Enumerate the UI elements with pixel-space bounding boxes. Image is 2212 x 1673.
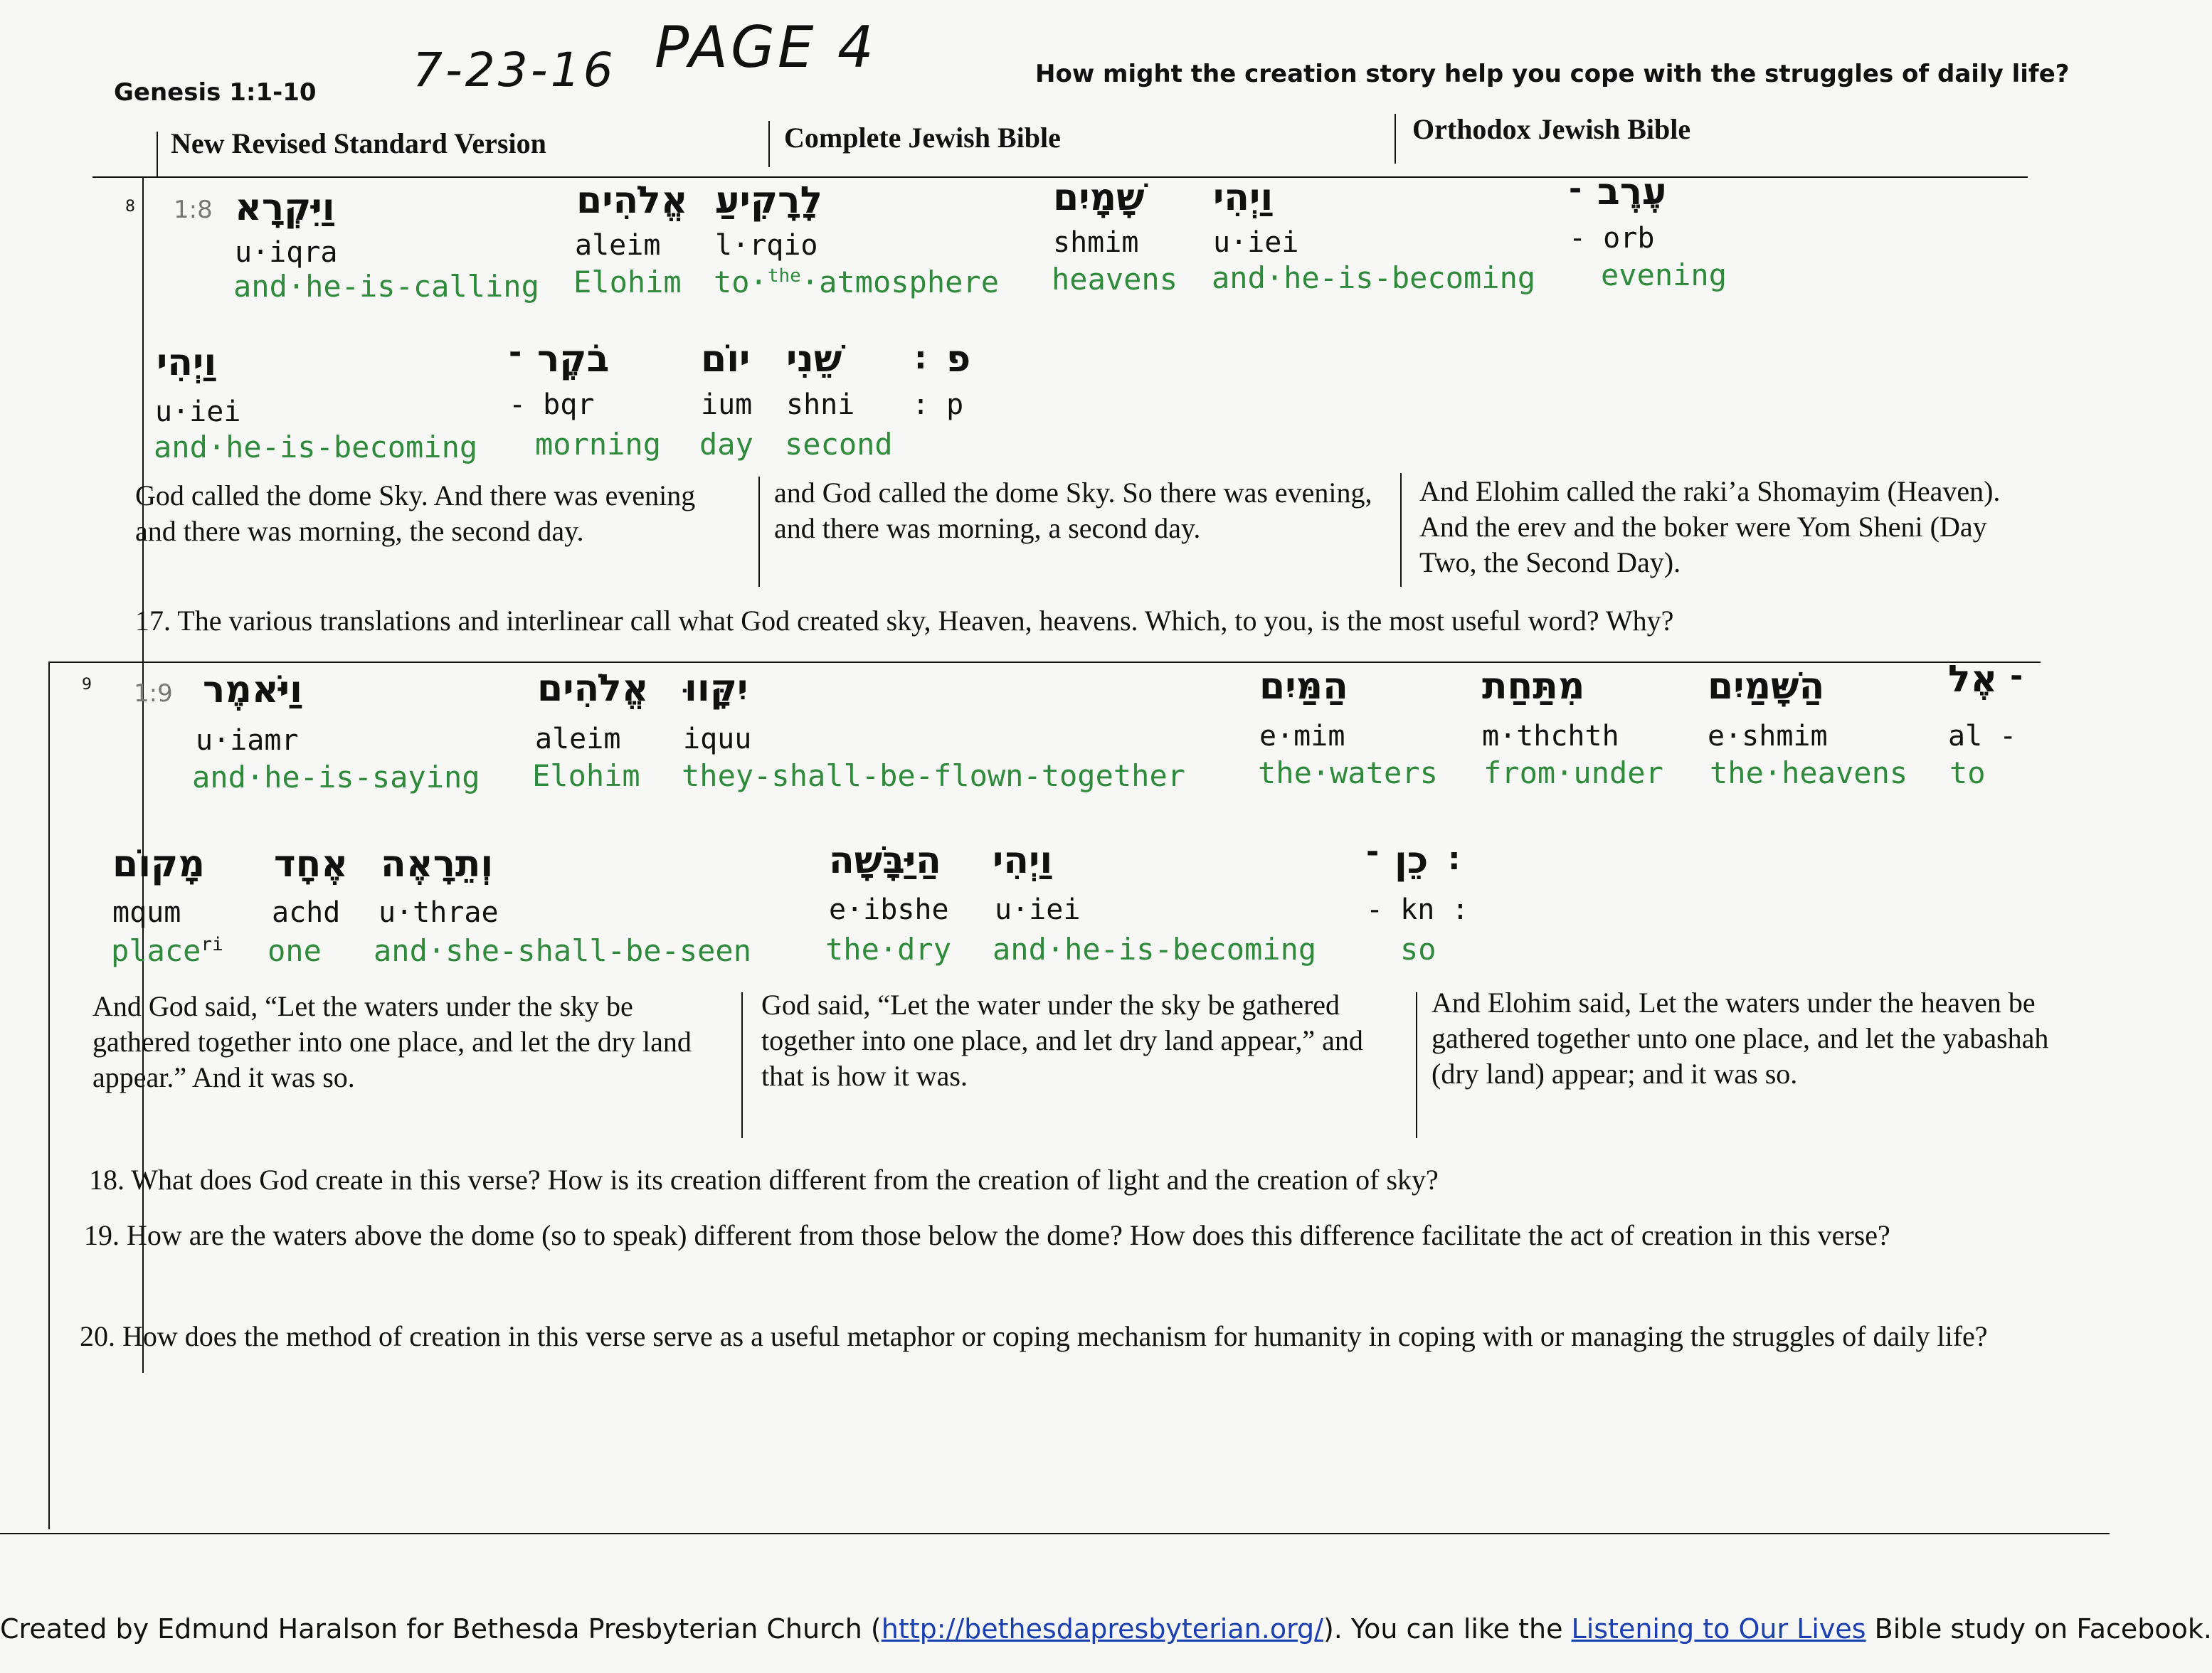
maqaf-dash: - <box>509 334 522 371</box>
gloss: and·she-shall-be-seen <box>374 933 752 968</box>
hebrew-word: מִתַּחַת <box>1482 665 1585 708</box>
transliteration: ium <box>701 388 753 421</box>
hebrew-word: עֶרֶב <box>1597 171 1667 213</box>
question-18: 18. What does God create in this verse? How is its creation different from the creation of light and the creation of sky? <box>89 1164 1439 1196</box>
hebrew-word: הַיַּבָּשָׁה <box>829 839 941 882</box>
gloss: one <box>268 933 322 968</box>
question-17: 17. The various translations and interlinear call what God created sky, Heaven, heavens. Which, to you, is the most useful word? Why? <box>135 605 1674 637</box>
gloss: Elohim <box>532 758 640 793</box>
heading-divider <box>768 121 770 167</box>
gloss: and·he-is-becoming <box>993 932 1317 967</box>
hebrew-word: וַיְהִי <box>157 341 217 384</box>
maqaf-dash: - <box>1569 171 1582 207</box>
transliteration: m·thchth <box>1482 720 1619 753</box>
transliteration: shmim <box>1053 226 1139 259</box>
gloss: heavens <box>1052 262 1178 297</box>
translation-divider <box>1416 992 1417 1138</box>
column-heading-ojb: Orthodox Jewish Bible <box>1412 113 1691 145</box>
hebrew-word: בֹקֶר <box>537 338 610 381</box>
verse-divider-rule <box>48 662 2041 663</box>
hebrew-word: וְתֵרָאֶה <box>381 843 494 886</box>
gloss: the·dry <box>825 932 952 967</box>
handwritten-date: 7-23-16 <box>413 43 616 97</box>
heading-divider <box>157 132 158 178</box>
hebrew-word: אֱלֹהִים <box>576 179 688 222</box>
gloss: and·he-is-becoming <box>154 430 478 464</box>
question-19: 19. How are the waters above the dome (so to speak) different from those below the dome? How does this difference facilitate the act of creation in this verse? <box>84 1219 1890 1251</box>
verse-line-number: 8 <box>125 198 135 216</box>
gloss: and·he-is-calling <box>233 269 539 304</box>
transliteration: u·iei <box>155 395 241 428</box>
hebrew-word: וַיְהִי <box>1213 176 1274 219</box>
translation-ojb: And Elohim said, Let the waters under the heaven be gathered together unto one place, and let the yabashah (dry land) appear; and it was so. <box>1432 987 2049 1090</box>
top-question: How might the creation story help you cope with the struggles of daily life? <box>1035 60 2070 88</box>
verse-line-number: 9 <box>82 676 92 694</box>
left-margin-rule-outer <box>48 662 50 1529</box>
hebrew-word: לָרָקִיעַ <box>715 179 822 222</box>
hebrew-word: יִקָּווּ <box>684 667 748 710</box>
transliteration: u·thrae <box>379 896 499 929</box>
sof-pasuq: : <box>914 340 927 376</box>
handwritten-page: PAGE 4 <box>655 14 877 80</box>
translation-divider <box>1400 473 1402 587</box>
translation-nrsv: And God said, “Let the waters under the sky be gathered together into one place, and let the dry land appear.” And it was so. <box>92 990 692 1093</box>
transliteration: aleim <box>575 229 661 262</box>
transliteration: iquu <box>683 723 752 755</box>
gloss: from·under <box>1483 755 1663 790</box>
transliteration: e·ibshe <box>829 893 949 926</box>
hebrew-word: הַמַּיִם <box>1259 665 1348 708</box>
verse-reference: 1:9 <box>134 679 173 708</box>
gloss: and·he-is-saying <box>192 760 480 795</box>
gloss: place$^{ri}$ <box>111 933 223 968</box>
translation-cjb: God said, “Let the water under the sky be gathered together into one place, and let dry land appear,” and that is how it was. <box>761 989 1363 1092</box>
maqaf-dash: - <box>2010 658 2023 694</box>
hebrew-word: וַיְהִי <box>993 839 1053 882</box>
transliteration: u·iei <box>995 893 1081 926</box>
footer-rule <box>0 1533 2110 1534</box>
transliteration: aleim <box>535 723 621 755</box>
gloss: to·$^{the}$·atmosphere <box>714 265 999 299</box>
church-website-link[interactable]: http://bethesdapresbyterian.org/ <box>881 1613 1323 1645</box>
transliteration: e·mim <box>1259 720 1345 753</box>
transliteration: achd <box>272 896 341 929</box>
gloss: to <box>1949 755 1986 790</box>
hebrew-word: שֵׁנִי <box>786 338 842 381</box>
column-heading-nrsv: New Revised Standard Version <box>171 127 546 159</box>
hebrew-word: הַשָּׁמַיִם <box>1708 665 1825 708</box>
hebrew-word: אֱלֹהִים <box>537 667 649 710</box>
gloss: so <box>1400 932 1436 967</box>
transliteration: - bqr <box>509 388 595 421</box>
hebrew-word: וַיִּקְרָא <box>235 186 335 229</box>
translation-divider <box>741 992 743 1138</box>
transliteration: u·iqra <box>235 236 338 269</box>
hebrew-word: שָׁמָיִם <box>1053 176 1145 219</box>
transliteration: al - <box>1948 720 2017 753</box>
facebook-study-link[interactable]: Listening to Our Lives <box>1571 1613 1866 1645</box>
column-heading-cjb: Complete Jewish Bible <box>784 122 1061 154</box>
translation-ojb: And Elohim called the raki’a Shomayim (Heaven). And the erev and the boker were Yom Sheni (Day Two, the Second Day). <box>1419 475 2001 578</box>
gloss: and·he-is-becoming <box>1212 260 1536 295</box>
maqaf-dash: - <box>1366 834 1380 870</box>
transliteration: e·shmim <box>1708 720 1828 753</box>
gloss: morning <box>535 427 662 462</box>
transliteration: : p <box>912 388 964 421</box>
transliteration: u·iei <box>1213 226 1299 259</box>
gloss: day <box>699 427 753 462</box>
transliteration: shni <box>786 388 855 421</box>
gloss: they-shall-be-flown-together <box>682 758 1186 793</box>
gloss: the·waters <box>1258 755 1438 790</box>
hebrew-word: וַיֹּאמֶר <box>203 669 302 711</box>
question-20: 20. How does the method of creation in this verse serve as a useful metaphor or coping mechanism for humanity in coping with or managing the struggles of daily life? <box>80 1320 1988 1352</box>
gloss: evening <box>1601 257 1727 292</box>
hebrew-word: כֵן <box>1395 839 1429 882</box>
transliteration: mqum <box>112 896 181 929</box>
hebrew-word: אֶל <box>1948 658 1998 701</box>
transliteration: u·iamr <box>196 724 299 757</box>
footer-credit: Created by Edmund Haralson for Bethesda Presbyterian Church (http://bethesdapresbyterian.org/). You can like the Listening to Our Lives Bible study on Facebook. <box>0 1613 2212 1645</box>
book-reference: Genesis 1:1-10 <box>114 78 317 107</box>
gloss: the·heavens <box>1710 755 1908 790</box>
sof-pasuq: : <box>1448 841 1461 877</box>
hebrew-word: פ <box>946 338 971 381</box>
hebrew-word: אֶחָד <box>274 843 349 886</box>
transliteration: - orb <box>1569 222 1655 255</box>
verse-reference: 1:8 <box>174 196 213 224</box>
transliteration: l·rqio <box>715 229 818 262</box>
hebrew-word: יוֹם <box>701 338 751 381</box>
heading-divider <box>1395 114 1396 164</box>
translation-nrsv: God called the dome Sky. And there was evening and there was morning, the second day. <box>135 479 696 547</box>
translation-divider <box>758 477 760 587</box>
translation-cjb: and God called the dome Sky. So there was evening, and there was morning, a second day. <box>774 477 1372 544</box>
gloss: second <box>785 427 893 462</box>
gloss: Elohim <box>573 265 682 299</box>
hebrew-word: מָקוֹם <box>112 843 205 886</box>
transliteration: - kn : <box>1366 893 1469 926</box>
